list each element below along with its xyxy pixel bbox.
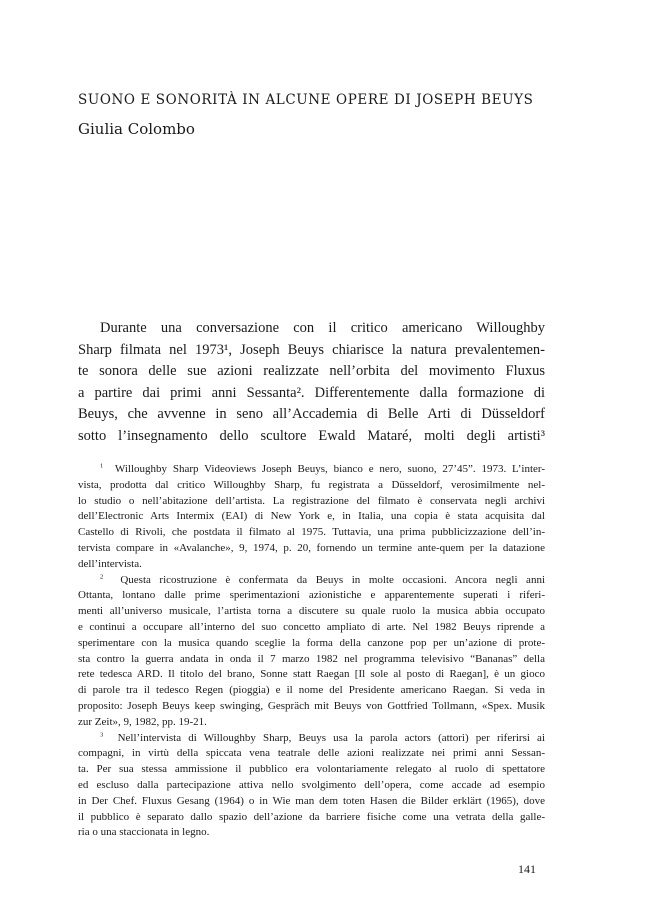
footnote-line: in Der Chef. Fluxus Gesang (1964) o in Wie man dem toten Hasen die Bilder erklärt (1965), dove xyxy=(78,794,545,807)
footnote-line: dell’Electronic Arts Intermix (EAI) di New York e, in Italia, una copia è stata acquisita dal xyxy=(78,510,545,523)
footnote-line: proposito: Joseph Beuys keep swinging, Gespräch mit Beuys von Gottfried Tollmann, «Spex. Musik xyxy=(78,699,545,712)
footnote-line: lo studio o nell’abitazione dell’artista. La registrazione del filmato è conservata negli archivi xyxy=(78,494,545,507)
footnote-number: 3 xyxy=(100,730,104,738)
footnote-line-text: Nell’intervista di Willoughby Sharp, Beuys usa la parola actors (attori) per riferirsi ai xyxy=(117,731,545,744)
footnote-line: Castello di Rivoli, che postdata il filmato al 1975. Tuttavia, una prima pubblicizzazione dell’in- xyxy=(78,526,545,539)
footnote-line xyxy=(78,462,545,478)
footnote-line: e continui a occupare all’interno del suo concetto ampliato di arte. Nel 1982 Beuys riprende a xyxy=(78,620,545,633)
body-line: Sharp filmata nel 1973¹, Joseph Beuys chiarisce la natura prevalentemen- xyxy=(78,341,545,358)
article-title: SUONO E SONORITÀ IN ALCUNE OPERE DI JOSEPH BEUYS xyxy=(78,92,534,108)
footnote-number: 1 xyxy=(100,462,104,470)
footnote-line: il pubblico è separato dallo spazio dell’azione da barriere fisiche come una vetrata della galle- xyxy=(78,810,545,823)
footnote-2 xyxy=(78,573,545,731)
footnote-line: Ottanta, lontano dalle prime sperimentazioni azionistiche e apparentemente superati i riferi- xyxy=(78,589,545,602)
footnote-line: rete tedesca ARD. Il titolo del brano, Sonne statt Raegan [Il sole al posto di Raegan], è un gioco xyxy=(78,668,545,681)
footnote-line xyxy=(78,573,545,589)
footnote-line: sta contro la guerra andata in onda il 7 marzo 1982 nel programma televisivo “Bananas” della xyxy=(78,652,545,665)
body-paragraph xyxy=(78,318,545,447)
footnote-line: vista, prodotta dal critico Willoughby Sharp, fu registrata a Düsseldorf, verosimilmente nel- xyxy=(78,478,545,491)
footnote-3 xyxy=(78,731,545,842)
page-number: 141 xyxy=(518,862,536,876)
footnote-line-text: Willoughby Sharp Videoviews Joseph Beuys, bianco e nero, suono, 27’45”. 1973. L’inter- xyxy=(114,463,546,475)
body-line: te sonora delle sue azioni realizzate nell’orbita del movimento Fluxus xyxy=(78,363,545,379)
footnote-line: compagni, in virtù della spiccata vena teatrale delle azioni realizzate nei primi anni Sessan- xyxy=(78,747,545,760)
author-name: Giulia Colombo xyxy=(78,120,195,138)
footnote-line: tervista compare in «Avalanche», 9, 1974, p. 20, fornendo un termine ante-quem per la datazione xyxy=(78,541,545,554)
footnote-line xyxy=(78,731,545,747)
footnote-line: ria o una staccionata in legno. xyxy=(78,826,210,839)
body-line: sotto l’insegnamento dello scultore Ewald Mataré, molti degli artisti³ xyxy=(78,427,545,444)
body-line: a partire dai primi anni Sessanta². Differentemente dalla formazione di xyxy=(78,384,545,401)
footnote-1 xyxy=(78,462,545,573)
footnote-line: dell’intervista. xyxy=(78,557,142,570)
footnotes xyxy=(78,462,545,841)
footnote-line: di parole tra il tedesco Regen (pioggia) e il nome del Presidente americano Raegan. Si veda in xyxy=(78,684,545,697)
body-line: Beuys, che avvenne in seno all’Accademia di Belle Arti di Düsseldorf xyxy=(78,406,545,422)
body-line: Durante una conversazione con il critico americano Willoughby xyxy=(100,320,545,336)
footnote-line: ed escluso dalla partecipazione attiva nello svolgimento dell’opera, come accade ad esempio xyxy=(78,778,545,791)
footnote-line-text: Questa ricostruzione è confermata da Beuys in molte occasioni. Ancora negli anni xyxy=(120,573,545,586)
footnote-number: 2 xyxy=(100,572,104,580)
footnote-line: ta. Per sua stessa ammissione il pubblico era volontariamente relegato al ruolo di spettatore xyxy=(78,763,545,776)
footnote-line: menti all’universo musicale, l’artista torna a discutere su quale ruolo la musica abbia occupato xyxy=(78,605,545,618)
footnote-line: sperimentare con la musica quando sceglie la forma della canzone pop per un’azione di prote- xyxy=(78,636,545,649)
footnote-line: zur Zeit», 9, 1982, pp. 19-21. xyxy=(78,715,207,728)
